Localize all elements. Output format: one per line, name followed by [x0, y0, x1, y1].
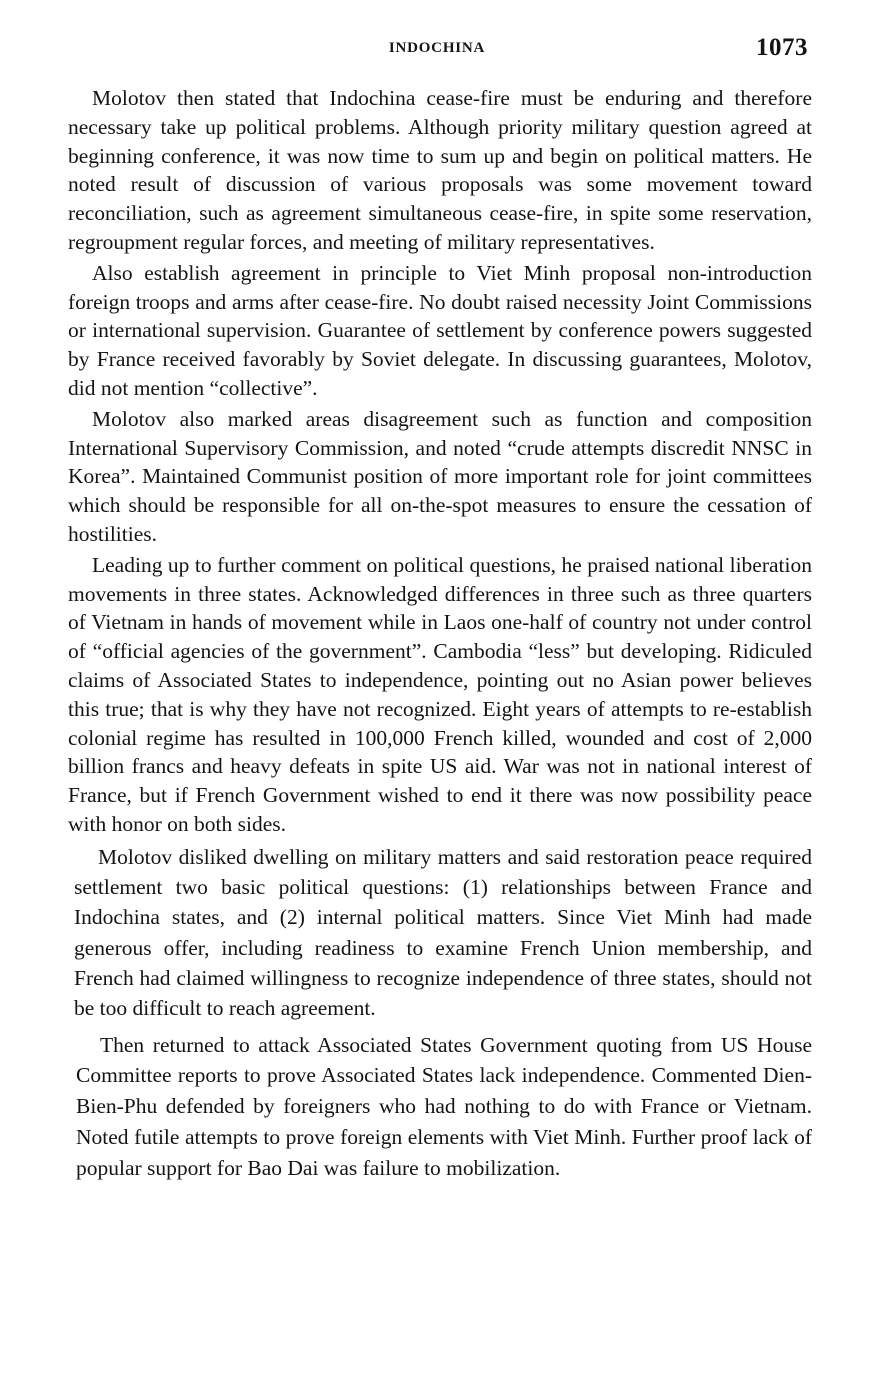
paragraph: Molotov also marked areas disagreement such as function and composition International Supervisory Commission, and noted “crude attempts discredit NNSC in Korea”. Maintained Communist position of more important role for joint committees which should be responsible for all on-the-spot measures to ensure the cessation of hostilities. [68, 406, 812, 546]
page-number: 1073 [756, 34, 808, 61]
running-title: INDOCHINA [388, 40, 486, 56]
body-text [68, 84, 812, 1183]
paragraph: Then returned to attack Associated States Government quoting from US House Committee reports to prove Associated States lack independence. Commented Dien-Bien-Phu defended by foreigners who had nothing to do with France or Vietnam. Noted futile attempts to prove foreign elements with Viet Minh. Further proof lack of popular support for Bao Dai was failure to mobilization. [76, 1032, 812, 1180]
paragraph: Molotov then stated that Indochina cease-fire must be enduring and therefore necessary take up political problems. Although priority military question agreed at beginning conference, it was now time to sum up and begin on political matters. He noted result of discussion of various proposals was some movement toward reconciliation, such as agreement simultaneous cease-fire, in spite some reservation, regroupment regular forces, and meeting of military representatives. [68, 86, 812, 254]
paragraph: Also establish agreement in principle to Viet Minh proposal non-introduction foreign troops and arms after cease-fire. No doubt raised necessity Joint Commissions or international supervision. Guarantee of settlement by conference powers suggested by France received favorably by Soviet delegate. In discussing guarantees, Molotov, did not mention “collective”. [68, 260, 812, 400]
running-header [66, 34, 808, 64]
paragraph: Molotov disliked dwelling on military matters and said restoration peace required settlement two basic political questions: (1) relationships between France and Indochina states, and (2) internal political matters. Since Viet Minh had made generous offer, including readiness to examine French Union membership, and French had claimed willingness to recognize independence of three states, should not be too difficult to reach agreement. [74, 844, 812, 1021]
paragraph: Leading up to further comment on political questions, he praised national liberation movements in three states. Acknowledged differences in three such as three quarters of Vietnam in hands of movement while in Laos one-half of country not under control of “official agencies of the government”. Cambodia “less” but developing. Ridiculed claims of Associated States to independence, pointing out no Asian power believes this true; that is why they have not recognized. Eight years of attempts to re-establish colonial regime has resulted in 100,000 French killed, wounded and cost of 2,000 billion francs and heavy defeats in spite US aid. War was not in national interest of France, but if French Government wished to end it there was now possibility peace with honor on both sides. [68, 552, 812, 836]
